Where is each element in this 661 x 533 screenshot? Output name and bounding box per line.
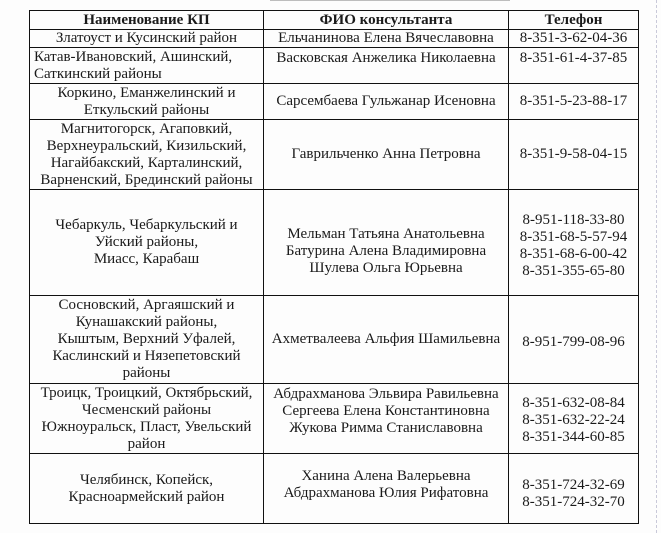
table-row — [30, 190, 639, 296]
region-line: Кыштым, Верхний Уфалей, — [57, 331, 236, 347]
phone-number: 8-351-355-65-80 — [522, 262, 625, 279]
phone-number: 8-351-632-08-84 — [522, 395, 625, 411]
phone-cell — [509, 30, 639, 48]
table-row — [30, 48, 639, 84]
phone-number: 8-951-799-08-96 — [522, 334, 625, 350]
region-line: Миасс, Карабаш — [93, 251, 200, 267]
consultant-name: Ахметвалеева Альфия Шамильевна — [271, 331, 501, 347]
header-consultant-name: ФИО консультанта — [264, 11, 509, 30]
region-line: Чебаркуль, Чебаркульский и — [55, 217, 238, 233]
phone-number: 8-351-5-23-88-17 — [519, 93, 628, 109]
phone-number: 8-351-632-22-24 — [522, 412, 625, 428]
table-row — [30, 296, 639, 384]
table-row — [30, 454, 639, 524]
table-row — [30, 120, 639, 190]
region-line: Саткинский районы — [34, 65, 162, 82]
header-kp-name: Наименование КП — [30, 11, 264, 30]
phone-number: 8-351-724-32-69 — [522, 476, 625, 493]
phone-cell — [509, 454, 639, 524]
consultant-name: Сарсембаева Гульжанар Исеновна — [276, 93, 496, 109]
region-cell — [30, 454, 264, 524]
consultant-cell — [264, 190, 509, 296]
page-edge-dashed — [656, 0, 657, 533]
region-cell — [30, 30, 264, 48]
region-cell — [30, 120, 264, 190]
consultant-name: Батурина Алена Владимировна — [285, 243, 487, 259]
region-line: Уйский районы, — [94, 234, 199, 250]
consultant-name: Ханина Алена Валерьевна — [301, 467, 471, 484]
consultant-name: Ельчанинова Елена Вячеславовна — [278, 30, 494, 46]
phone-cell — [509, 190, 639, 296]
region-line: Нагайбакский, Карталинский, — [50, 154, 243, 171]
region-line: район — [127, 435, 166, 452]
phone-number: 8-951-118-33-80 — [522, 211, 625, 228]
consultant-name: Жукова Римма Станиславовна — [289, 420, 483, 436]
consultant-name: Сергеева Елена Константиновна — [282, 403, 490, 419]
region-cell — [30, 190, 264, 296]
table-header-row — [30, 11, 639, 30]
region-line: Златоуст и Кусинский район — [55, 30, 238, 46]
phone-cell — [509, 84, 639, 120]
region-line: Катав-Ивановский, Ашинский, — [34, 48, 233, 65]
consultant-cell — [264, 120, 509, 190]
phone-number: 8-351-724-32-70 — [522, 493, 625, 510]
consultant-name: Васковская Анжелика Николаевна — [276, 50, 496, 66]
region-line: Чесменский районы — [81, 401, 212, 418]
region-cell — [30, 296, 264, 384]
phone-number: 8-351-344-60-85 — [522, 429, 625, 445]
phone-number: 8-351-68-5-57-94 — [519, 228, 628, 245]
consultant-name: Гаврильченко Анна Петровна — [291, 146, 481, 162]
region-line: Красноармейский район — [68, 488, 225, 505]
region-line: Кунашакский районы, — [75, 314, 218, 330]
header-phone: Телефон — [509, 11, 639, 30]
table-row — [30, 84, 639, 120]
consultant-name: Абдрахманова Юлия Рифатовна — [283, 484, 489, 501]
consultant-cell — [264, 384, 509, 454]
phone-cell — [509, 296, 639, 384]
region-line: Южноуральск, Пласт, Увельский — [41, 418, 252, 435]
region-line: Еткульский районы — [83, 101, 210, 118]
consultant-cell — [264, 48, 509, 84]
region-line: Верхнеуральский, Кизильский, — [46, 137, 247, 154]
consultant-cell — [264, 30, 509, 48]
region-line: районы — [122, 365, 171, 381]
top-scan-mark — [270, 0, 510, 3]
region-line: Магнитогорск, Агаповкий, — [60, 120, 233, 137]
consultant-cell — [264, 454, 509, 524]
region-line: Коркино, Еманжелинский и — [57, 84, 236, 101]
region-cell — [30, 48, 264, 84]
consultants-table — [29, 10, 639, 524]
region-line: Каслинский и Нязепетовский — [52, 348, 241, 364]
phone-cell — [509, 384, 639, 454]
consultant-cell — [264, 84, 509, 120]
phone-number: 8-351-9-58-04-15 — [519, 146, 628, 162]
region-cell — [30, 384, 264, 454]
phone-number: 8-351-61-4-37-85 — [519, 50, 628, 66]
region-line: Сосновский, Аргаяшский и — [58, 297, 235, 313]
consultant-cell — [264, 296, 509, 384]
table-row — [30, 30, 639, 48]
region-line: Троицк, Троицкий, Октябрьский, — [40, 384, 253, 401]
consultant-name: Мельман Татьяна Анатольевна — [287, 226, 485, 242]
consultant-name: Шулева Ольга Юрьевна — [309, 260, 463, 276]
region-cell — [30, 84, 264, 120]
consultant-name: Абдрахманова Эльвира Равильевна — [273, 386, 499, 402]
region-line: Челябинск, Копейск, — [79, 471, 214, 488]
region-line: Варненский, Брединский районы — [40, 171, 253, 188]
phone-number: 8-351-68-6-00-42 — [519, 245, 628, 262]
phone-cell — [509, 120, 639, 190]
phone-number: 8-351-3-62-04-36 — [519, 30, 628, 46]
phone-cell — [509, 48, 639, 84]
table-row — [30, 384, 639, 454]
